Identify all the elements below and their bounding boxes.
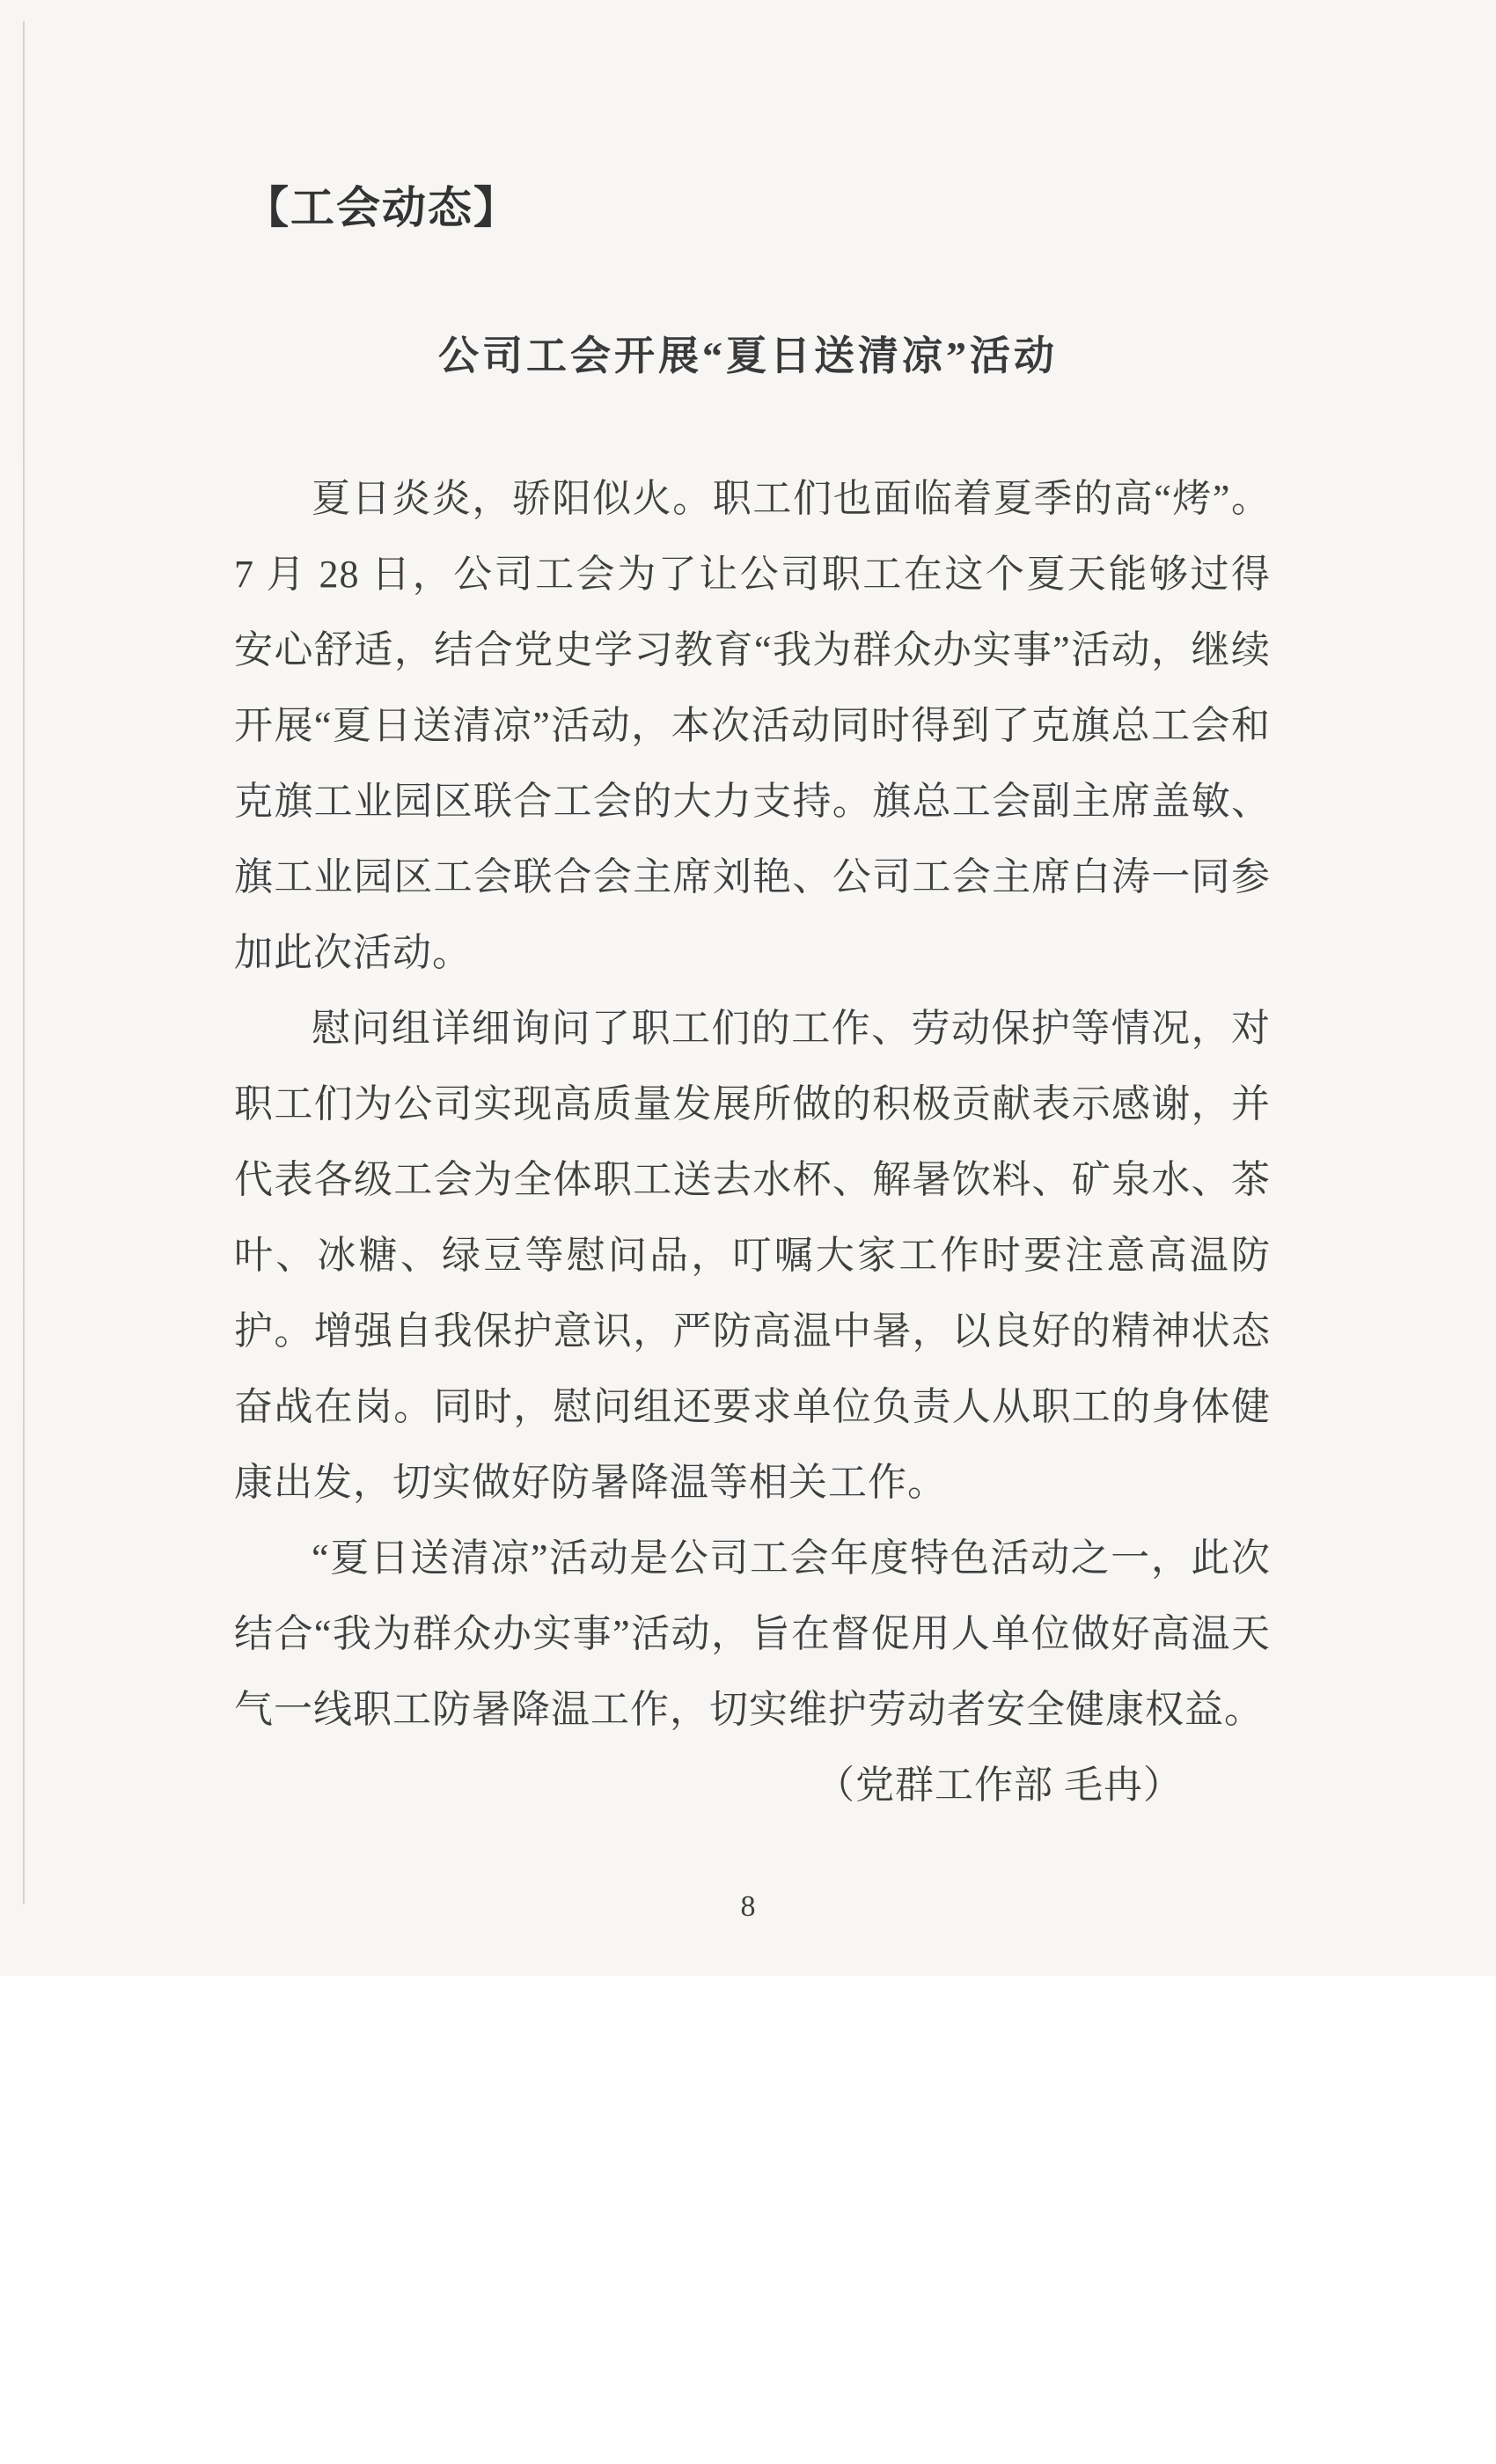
attribution-line: （党群工作部 毛冉） [816,1764,1183,1807]
article-body [234,461,1271,1823]
page-number: 8 [740,1890,756,1923]
paragraph: 夏日炎炎，骄阳似火。职工们也面临着夏季的高“烤”。7 月 28 日，公司工会为了让公司职工在这个夏天能够过得安心舒适，结合党史学习教育“我为群众办实事”活动，继续开展“夏日送清凉”活动，本次活动同时得到了克旗总工会和克旗工业园区联合工会的大力支持。旗总工会副主席盖敏、旗工业园区工会联合会主席刘艳、公司工会主席白涛一同参加此次活动。 [234,477,1271,974]
scan-edge-artifact [23,21,25,1904]
page-title: 公司工会开展“夏日送清凉”活动 [438,334,1058,378]
section-header: 【工会动态】 [245,183,519,232]
paragraph: “夏日送清凉”活动是公司工会年度特色活动之一，此次结合“我为群众办实事”活动，旨在督促用人单位做好高温天气一线职工防暑降温工作，切实维护劳动者安全健康权益。 [234,1536,1271,1731]
paragraph: 慰问组详细询问了职工们的工作、劳动保护等情况，对职工们为公司实现高质量发展所做的积极贡献表示感谢，并代表各级工会为全体职工送去水杯、解暑饮料、矿泉水、茶叶、冰糖、绿豆等慰问品，叮嘱大家工作时要注意高温防护。增强自我保护意识，严防高温中暑，以良好的精神状态奋战在岗。同时，慰问组还要求单位负责人从职工的身体健康出发，切实做好防暑降温等相关工作。 [234,1007,1271,1504]
